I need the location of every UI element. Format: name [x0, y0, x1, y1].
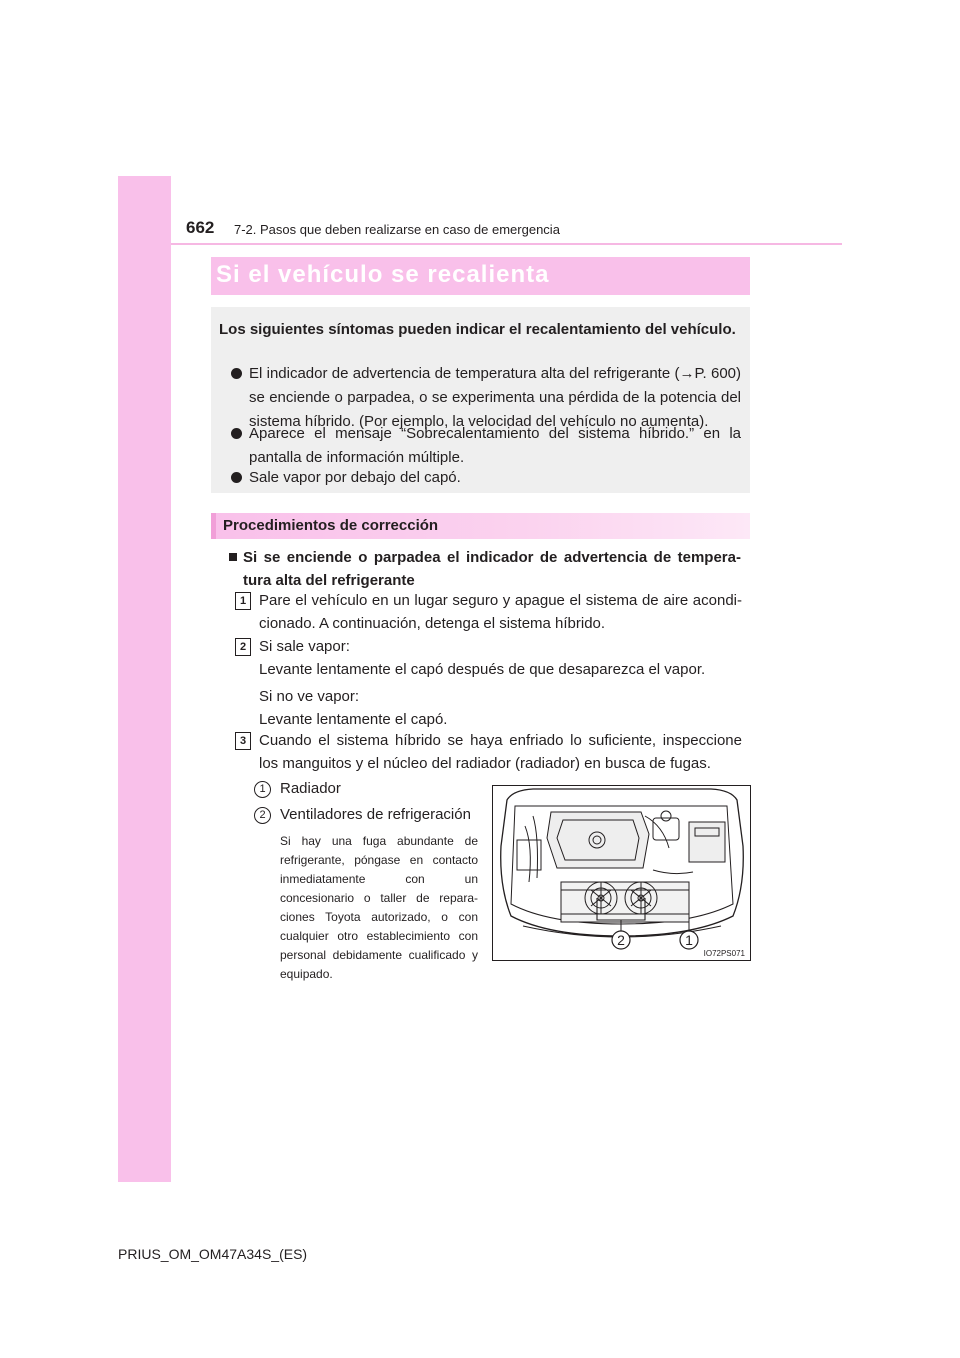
symptom-item: El indicador de advertencia de temperatura alta del refrigerante (→P. 600) se enciende o parpadea, o se experimenta una pérdida de la potencia del sistema híbrido. (Por ejemplo, la velocidad del vehículo no aumenta). — [231, 362, 741, 434]
header-rule — [171, 243, 842, 245]
footer-code: PRIUS_OM_OM47A34S_(ES) — [118, 1246, 308, 1262]
square-bullet-icon — [229, 553, 237, 561]
section-title: Si el vehículo se recalienta — [216, 261, 550, 288]
step-text: Pare el vehículo en un lugar seguro y apague el sistema de aire acondicionado. A continuación, detenga el sistema híbrido. — [259, 592, 742, 632]
callout-number: 2 — [254, 807, 271, 824]
step-text: Levante lentamente el capó. — [259, 711, 448, 728]
step-number: 1 — [235, 592, 251, 610]
bullet-icon — [231, 368, 242, 379]
symptom-item: Aparece el mensaje “Sobrecalentamiento del sistema híbrido.” en la pantalla de información múltiple. — [231, 422, 741, 470]
subsection-title: Procedimientos de corrección — [223, 517, 439, 534]
step-text: Levante lentamente el capó después de que desaparezca el vapor. — [259, 661, 706, 678]
symptom-item: Sale vapor por debajo del capó. — [231, 466, 741, 490]
step-number: 3 — [235, 732, 251, 750]
callout-number: 1 — [254, 781, 271, 798]
callout-1-label: 1 — [685, 932, 693, 948]
step-number: 2 — [235, 638, 251, 656]
part-label: Radiador — [280, 780, 341, 797]
callout-2-label: 2 — [617, 932, 625, 948]
section-title-bar — [211, 257, 750, 295]
warning-note: Si hay una fuga abundante de refrigerante, póngase en contacto inmediatamente con un concesionario o taller de reparaciones Toyota autorizado, o con cualquier otro establecimiento con personal debidamente cualificado y equipado. — [280, 834, 478, 981]
part-label: Ventiladores de refrigeración — [280, 806, 471, 823]
figure-code: IO72PS071 — [703, 949, 745, 958]
symptoms-intro: Los siguientes síntomas pueden indicar el recalentamiento del vehículo. — [219, 321, 736, 338]
step-text: Si no ve vapor: — [259, 688, 360, 705]
page-number: 662 — [186, 218, 215, 237]
chapter-title: 7-2. Pasos que deben realizarse en caso de emergencia — [234, 222, 560, 237]
engine-illustration — [492, 785, 751, 961]
chapter-sidebar — [118, 176, 171, 1182]
bullet-icon — [231, 472, 242, 483]
step-text: Si sale vapor: — [259, 638, 350, 655]
engine-bay-drawing — [493, 786, 750, 960]
bullet-icon — [231, 428, 242, 439]
step-text: Cuando el sistema híbrido se haya enfriado lo suficiente, inspeccione los manguitos y el núcleo del radiador (radiador) en busca de fugas. — [259, 732, 742, 772]
subsection-title-bar — [211, 513, 750, 539]
case-heading: Si se enciende o parpadea el indicador de advertencia de temperatura alta del refrigerante — [243, 549, 741, 589]
